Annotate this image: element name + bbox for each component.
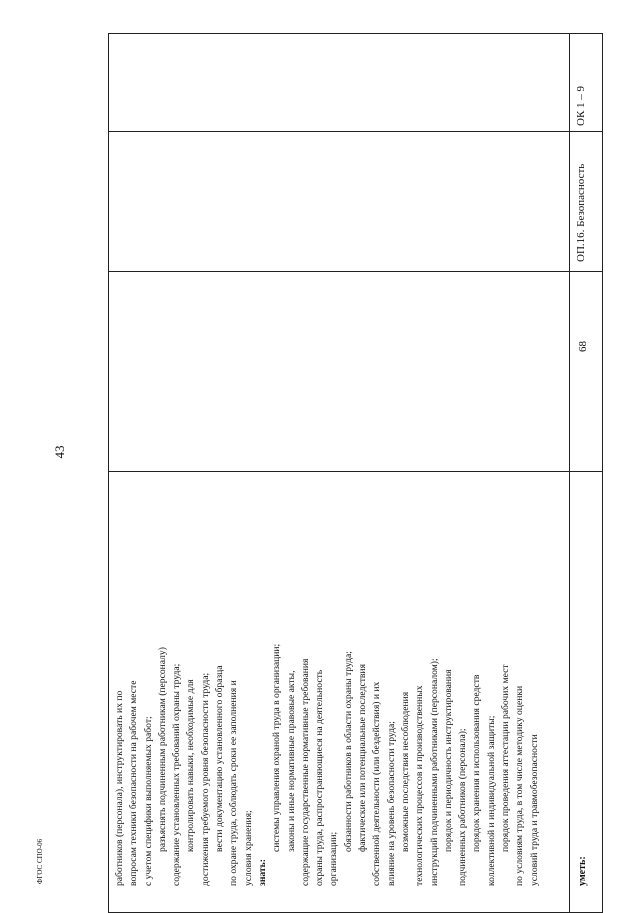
description-line: знать: [256, 859, 268, 886]
description-line: законы и иные нормативные правовые акты, [285, 670, 297, 852]
description-line: возможные последствия несоблюдения [399, 691, 411, 852]
footer-code: ФГОС СПО-06 [36, 838, 44, 884]
discipline-cell: ОП.16. Безопасность [575, 163, 587, 262]
description-line: по охране труда, соблюдать сроки ее заполнения и [228, 680, 240, 886]
description-line: коллективной и индивидуальной защиты; [485, 715, 497, 886]
description-line: содержание установленных требований охраны труда; [171, 663, 183, 886]
description-line: порядок и периодичность инструктирования [442, 669, 454, 852]
row-divider [569, 34, 570, 912]
competencies-cell: ОК 1 – 9 [575, 85, 587, 126]
description-line: условий труда и травмобезопасности [528, 734, 540, 886]
description-line: собственной деятельности (или бездействия) и их [371, 681, 383, 886]
description-line: порядок проведения аттестации рабочих мест [500, 664, 512, 852]
description-line: системы управления охраной труда в организации; [271, 643, 283, 852]
skills-label: уметь: [577, 856, 588, 886]
description-line: работников (персонала), инструктировать их по [114, 690, 125, 886]
description-line: с учетом специфики выполняемых работ; [142, 716, 154, 886]
rotated-sheet [108, 33, 603, 913]
description-line: влияние на уровень безопасности труда; [385, 721, 397, 886]
description-line: фактические или потенциальные последствия [357, 664, 369, 852]
description-line: подчиненных работников (персонала); [457, 728, 469, 886]
description-line: достижения требуемого уровня безопасности труда; [199, 672, 211, 886]
hours-cell: 68 [577, 341, 589, 352]
curriculum-table [108, 33, 603, 913]
description-line: охраны труда, распространяющиеся на деятельность [314, 669, 326, 886]
description-line: вести документацию установленного образца [214, 665, 226, 852]
description-line: инструкций подчиненными работниками (персоналом); [428, 658, 440, 886]
description-line: содержащие государственные нормативные требования [299, 658, 311, 886]
description-line: контролировать навыки, необходимые для [185, 679, 197, 852]
description-line: организации; [328, 831, 340, 886]
description-line: порядок хранения и использования средств [471, 674, 483, 852]
description-line: технологических процессов и производственных [414, 685, 426, 886]
column-divider [109, 131, 602, 132]
description-line: условия хранения; [242, 810, 254, 886]
description-line: по условиям труда, в том числе методику оценки [514, 685, 526, 886]
page-number: 43 [52, 445, 67, 459]
column-divider [109, 471, 602, 472]
description-line: обязанности работников в области охраны труда; [342, 651, 354, 852]
description-line: разъяснять подчиненным работникам (персоналу) [156, 647, 168, 852]
competency-description [113, 496, 542, 886]
description-line: вопросам техники безопасности на рабочем месте [128, 680, 140, 886]
column-divider [109, 271, 602, 272]
